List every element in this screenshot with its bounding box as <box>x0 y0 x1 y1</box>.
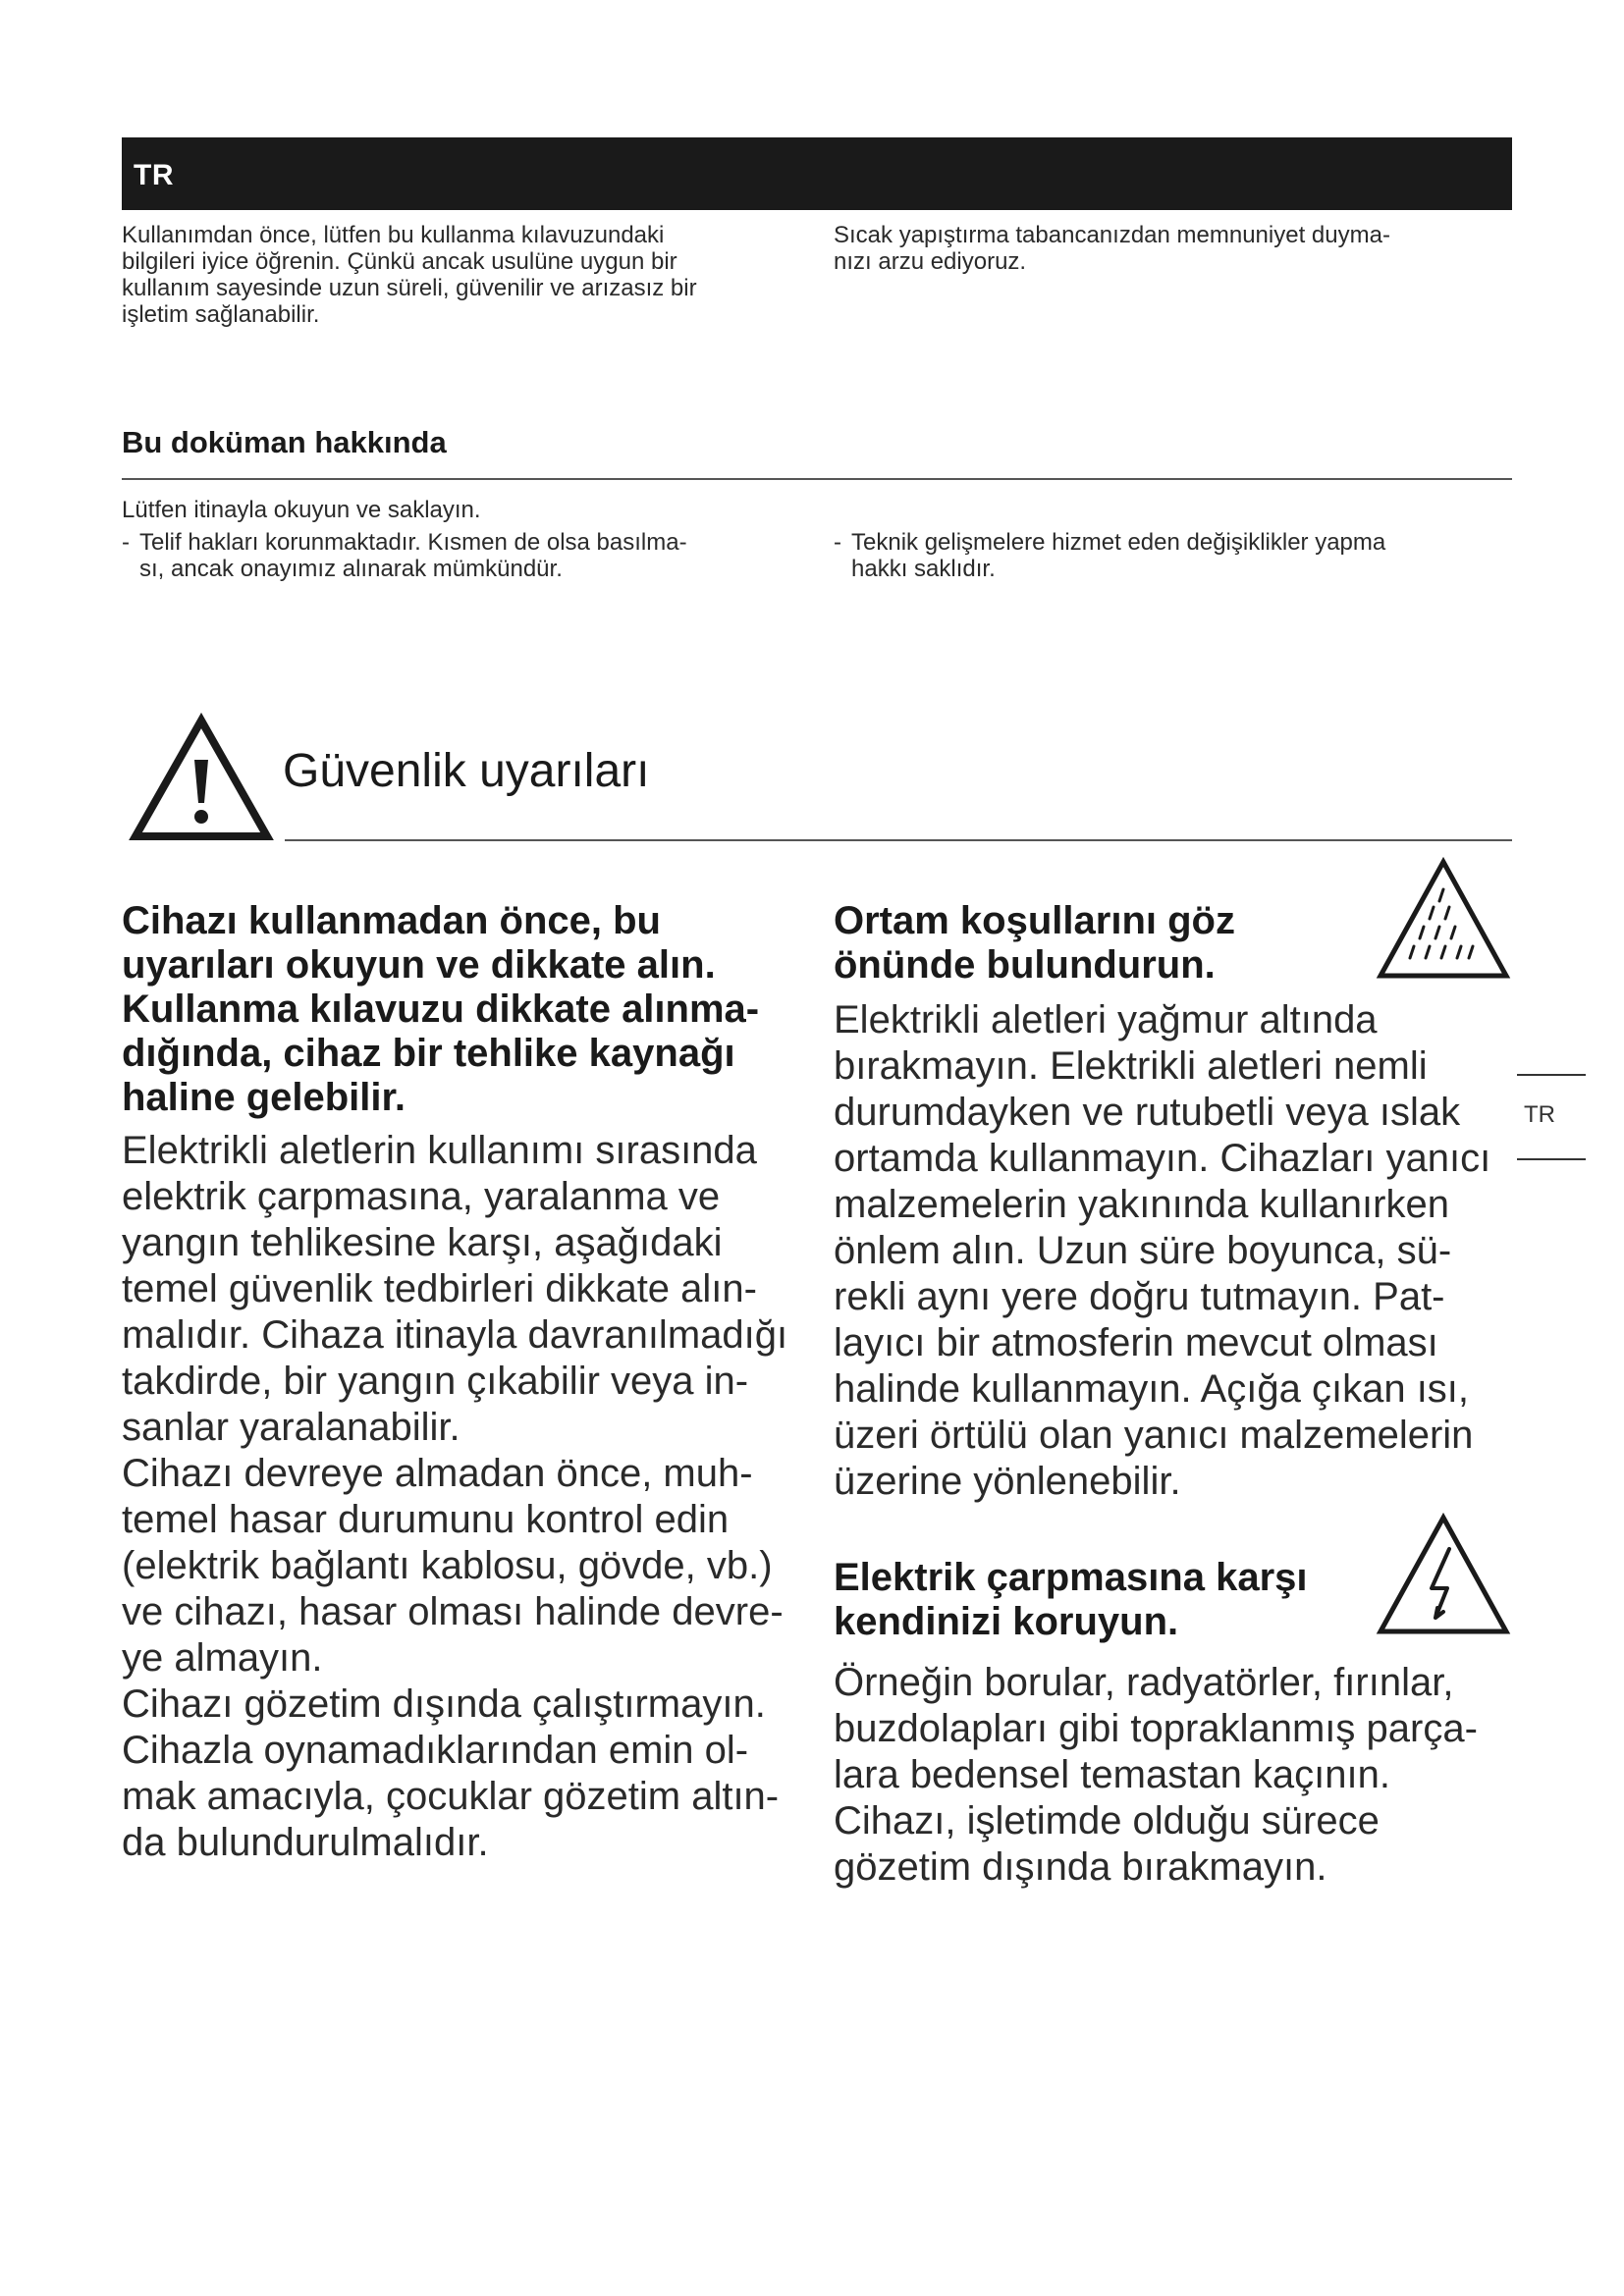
electric-shock-body: Örneğin borular, radyatörler, fırınlar, buzdolapları gibi topraklanmış parça- lara bedensel temastan kaçının. Cihazı, işletimde olduğu sürece gözetim dışında bırakmayın. <box>834 1661 1478 1889</box>
section-divider <box>285 839 1512 841</box>
intro-text-right: Sıcak yapıştırma tabancanızdan memnuniyet duyma- nızı arzu ediyoruz. <box>834 222 1390 275</box>
document-section-heading: Bu doküman hakkında <box>122 425 447 459</box>
list-item-copyright <box>122 529 809 582</box>
electric-shock-heading: Elektrik çarpmasına karşı kendinizi koruyun. <box>834 1556 1308 1643</box>
safety-intro-body: Elektrikli aletlerin kullanımı sırasında elektrik çarpmasına, yaralanma ve yangın tehlikesine karşı, aşağıdaki temel güvenlik tedbirleri dikkate alın- malıdır. Cihaza itinayla davranılmadığı takdirde, bir yangın çıkabilir veya in- sanlar yaralanabilir. Cihazı devreye almadan önce, muh- temel hasar durumunu kontrol edin (elektrik bağlantı kablosu, gövde, vb.) ve cihazı, hasar olması halinde devre- ye almayın. Cihazı gözetim dışında çalıştırmayın. Cihazla oynamadıklarından emin ol- mak amacıyla, çocuklar gözetim altın- da bulundurulmalıdır. <box>122 1129 788 1864</box>
language-header-bar <box>122 137 1512 210</box>
list-item-text: Teknik gelişmelere hizmet eden değişiklikler yapma hakkı saklıdır. <box>851 529 1386 582</box>
safety-intro-column <box>122 899 829 1866</box>
list-dash: - <box>834 529 841 556</box>
language-label: TR <box>134 159 174 191</box>
environment-body: Elektrikli aletleri yağmur altında bırakmayın. Elektrikli aletleri nemli durumdayken ve rutubetli veya ıslak ortamda kullanmayın. Cihazları yanıcı malzemelerin yakınında kullanırken önlem alın. Uzun süre boyunca, sü- rekli aynı yere doğru tutmayın. Pat- layıcı bir atmosferin mevcut olması halinde kullanmayın. Açığa çıkan ısı, üzeri örtülü olan yanıcı malzemelerin üzerine yönlenebilir. <box>834 998 1491 1503</box>
section-divider <box>122 478 1512 480</box>
safety-section-title: Güvenlik uyarıları <box>283 745 650 797</box>
intro-text-left: Kullanımdan önce, lütfen bu kullanma kılavuzundaki bilgileri iyice öğrenin. Çünkü ancak usulüne uygun bir kullanım sayesinde uzun süreli, güvenilir ve arızasız bir işletim sağlanabilir. <box>122 222 697 328</box>
list-dash: - <box>122 529 130 556</box>
environment-heading: Ortam koşullarını göz önünde bulundurun. <box>834 899 1235 987</box>
electric-hazard-icon <box>1375 1512 1512 1639</box>
safety-intro-bold: Cihazı kullanmadan önce, bu uyarıları okuyun ve dikkate alın. Kullanma kılavuzu dikkate alınma- dığında, cihaz bir tehlike kaynağı haline gelebilir. <box>122 899 760 1119</box>
list-item-text: Telif hakları korunmaktadır. Kısmen de olsa basılma- sı, ancak onayımız alınarak mümkündür. <box>139 529 687 582</box>
list-item-technical-changes <box>834 529 1521 582</box>
side-tab-rule <box>1517 1158 1586 1160</box>
side-tab-rule <box>1517 1074 1586 1076</box>
warning-triangle-icon <box>128 713 275 845</box>
side-tab-language-label: TR <box>1524 1101 1555 1128</box>
document-instruction: Lütfen itinayla okuyun ve saklayın. <box>122 497 481 523</box>
rain-warning-icon <box>1375 856 1512 984</box>
